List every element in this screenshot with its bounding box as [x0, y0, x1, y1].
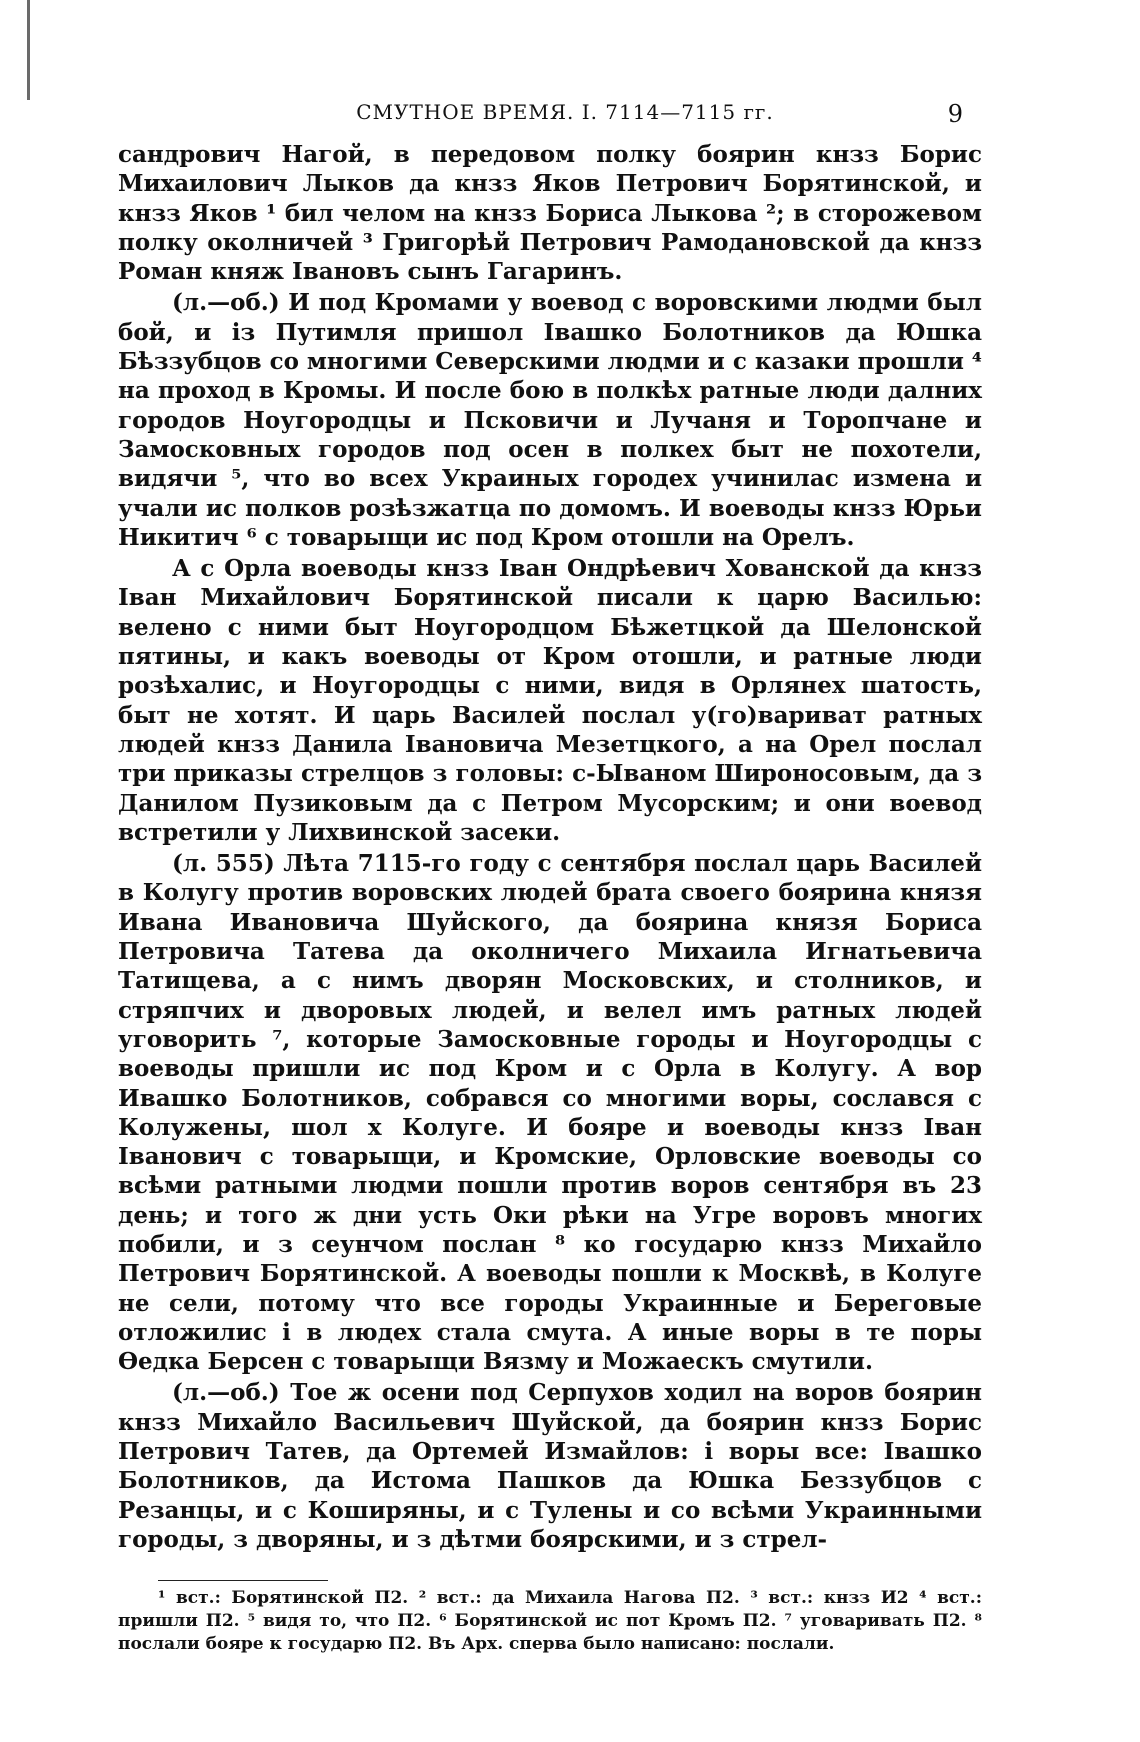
running-head	[118, 100, 982, 140]
paragraph-2: (л.—об.) И под Кромами у воевод с воровскими людми был бой, и із Путимля пришол Івашко Болотников да Юшка Бѣззубцов со многими Северскими людми и с казаки прошли ⁴ на проход в Кромы. И после бою в полкѣх ратные люди далних городов Ноугородцы и Псковичи и Лучаня и Торопчане и Замосковных городов под осен в полкех быт не похотели, видячи ⁵, что во всех Украиных городех учинилас измена и учали ис полков розѣзжатца по домомъ. И воеводы кнзз Юрьи Никитич ⁶ с товарыщи ис под Кром отошли на Орелъ.	[118, 289, 982, 551]
page-number: 9	[947, 100, 964, 128]
footnote-rule	[158, 1580, 328, 1581]
paragraph-1: сандрович Нагой, в передовом полку боярин кнзз Борис Михаилович Лыков да кнзз Яков Петрович Борятинской, и кнзз Яков ¹ бил челом на кнзз Бориса Лыкова ²; в сторожевом полку околничей ³ Григорѣй Петрович Рамодановской да кнзз Роман княж Івановъ сынъ Гагаринъ.	[118, 141, 982, 286]
page-edge-line	[27, 0, 30, 100]
page	[118, 100, 982, 1656]
body-text	[118, 140, 982, 1554]
paragraph-3: А с Орла воеводы кнзз Іван Ондрѣевич Хованской да кнзз Іван Михайлович Борятинской писали к царю Василью: велено с ними быт Ноугородцом Бѣжетцкой да Шелонской пятины, и какъ воеводы от Кром отошли, и ратные люди розѣхалис, и Ноугородцы с ними, видя в Орлянех шатость, быт не хотят. И царь Василей послал у(го)вариват ратных людей кнзз Данила Івановича Мезетцкого, а на Орел послал три приказы стрелцов з головы: с-Ываном Широносовым, да з Данилом Пузиковым да с Петром Мусорским; и они воевод встретили у Лихвинской засеки.	[118, 555, 982, 846]
paragraph-4: (л. 555) Лѣта 7115-го году с сентября послал царь Василей в Колугу против воровских людей брата своего боярина князя Ивана Ивановича Шуйского, да боярина князя Бориса Петровича Татева да околничего Михаила Игнатьевича Татищева, а с нимъ дворян Московских, и столников, и стряпчих и дворовых людей, и велел имъ ратных людей уговорить ⁷, которые Замосковные городы и Ноугородцы с воеводы пришли ис под Кром и с Орла в Колугу. А вор Ивашко Болотников, собрався со многими воры, сослався с Колужены, шол х Колуге. И бояре и воеводы кнзз Іван Іванович с товарыщи, и Кромские, Орловские воеводы со всѣми ратными людми пошли против воров сентября въ 23 день; и того ж дни усть Оки рѣки на Угре воровъ многих побили, и з сеунчом послан ⁸ ко государю кнзз Михайло Петрович Борятинской. А воеводы пошли к Москвѣ, в Колуге не сели, потому что все городы Украинные и Береговые отложилис і в людех стала смута. А иные воры в те поры Өедка Берсен с товарыщи Вязму и Можаескъ смутили.	[118, 850, 982, 1376]
paragraph-5: (л.—об.) Тое ж осени под Серпухов ходил на воров боярин кнзз Михайло Васильевич Шуйской, да боярин кнзз Борис Петрович Татев, да Ортемей Измайлов: і воры все: Івашко Болотников, да Истома Пашков да Юшка Беззубцов с Резанцы, и с Коширяны, и с Тулены и со всѣми Украинными городы, з дворяны, и з дѣтми боярскими, и з стрел-	[118, 1379, 982, 1553]
footnotes: ¹ вст.: Борятинской П2. ² вст.: да Михаила Нагова П2. ³ вст.: кнзз И2 ⁴ вст.: пришли П2. ⁵ видя то, что П2. ⁶ Борятинской ис пот Кромъ П2. ⁷ уговаривать П2. ⁸ послали бояре к государю П2. Въ Арх. сперва было написано: послали.	[118, 1588, 982, 1655]
running-title: СМУТНОЕ ВРЕМЯ. I. 7114—7115 гг.	[356, 100, 774, 124]
